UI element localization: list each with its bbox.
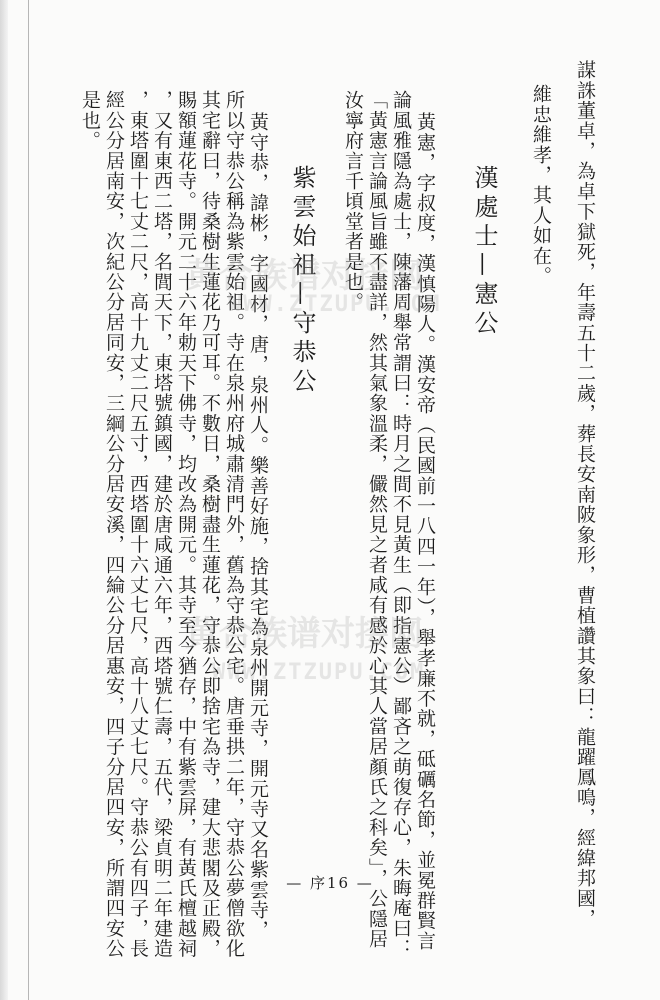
text-column-4: 黃憲，字叔度，漢慎陽人。漢安帝（民國前一八四一年），舉孝廉不就，砥礪名節，並冕群賢言 (414, 112, 436, 951)
text-column-6: 「黃憲言論風旨雖不盡詳，然其氣象溫柔，儼然見之者咸有感於心其人當居顏氏之科矣」，公隱居 (366, 90, 388, 950)
watermark-text-upper: 黄合族谱对接网 (185, 256, 423, 296)
text-column-9: 黃守恭，諱彬，字國材，唐，泉州人。樂善好施，捨其宅為泉州開元寺，開元寺又名紫雲寺， (247, 112, 269, 941)
watermark-url-lower: WWW.ZTZUPU.COM (212, 660, 426, 685)
text-column-10: 所以守恭公稱為紫雲始祖。寺在泉州府城肅清門外，舊為守恭公宅。唐垂拱二年，守恭公夢僧欲化 (223, 90, 245, 959)
binding-edge (0, 0, 8, 1000)
text-column-5: 論風雅隱為處士，陳藩周舉常謂曰：時月之間不見黃生（即指憲公）鄙吝之萌復存心，朱晦庵曰： (390, 90, 412, 959)
text-column-16: 是也。 (79, 90, 101, 151)
section-heading-xian: 漢處士—憲公 (470, 165, 498, 339)
binding-line (28, 0, 29, 1000)
text-column-12: 賜額蓮花寺。開元二十六年勅天下佛寺，均改為開元。其寺至今猶存，中有紫雲屏，有黃氏檀越祠 (175, 90, 197, 959)
text-column-1: 謀誅董卓，為卓下獄死，年壽五十二歲，葬長安南陂象形，曹植讚其象曰：龍躍鳳鳴，經緯邦國， (574, 60, 596, 929)
page-number: — 序16 — (286, 874, 374, 892)
text-column-2: 維忠維孝，其人如在。 (530, 84, 552, 286)
text-column-14: ，東塔圍十七丈二尺，高十九丈二尺五寸，西塔圍十六丈七尺，高十八丈七尺。守恭公有四子，長 (127, 90, 149, 959)
text-column-15: 經公分居南安，次紀公分居同安，三綱公分居安溪，四綸公分居惠安，四子分居四安，所謂四安公 (103, 90, 125, 959)
watermark-url-upper: WWW.ZTZUPU.COM (228, 292, 442, 317)
text-column-11: 其宅辭曰，待桑樹生蓮花乃可耳。不數日，桑樹盡生蓮花，守恭公即捨宅為寺，建大悲閣及正殿， (199, 90, 221, 959)
section-heading-shougong: 紫雲始祖—守恭公 (288, 165, 316, 397)
text-column-13: ，又有東西二塔，名閭天下，東塔號鎮國，建於唐咸通六年，西塔號仁壽，五代，梁貞明二年建造 (151, 90, 173, 959)
watermark-text-lower: 黄合族谱对接网 (185, 614, 423, 654)
text-column-7: 汝寧府言千頃堂者是也。 (342, 90, 364, 313)
